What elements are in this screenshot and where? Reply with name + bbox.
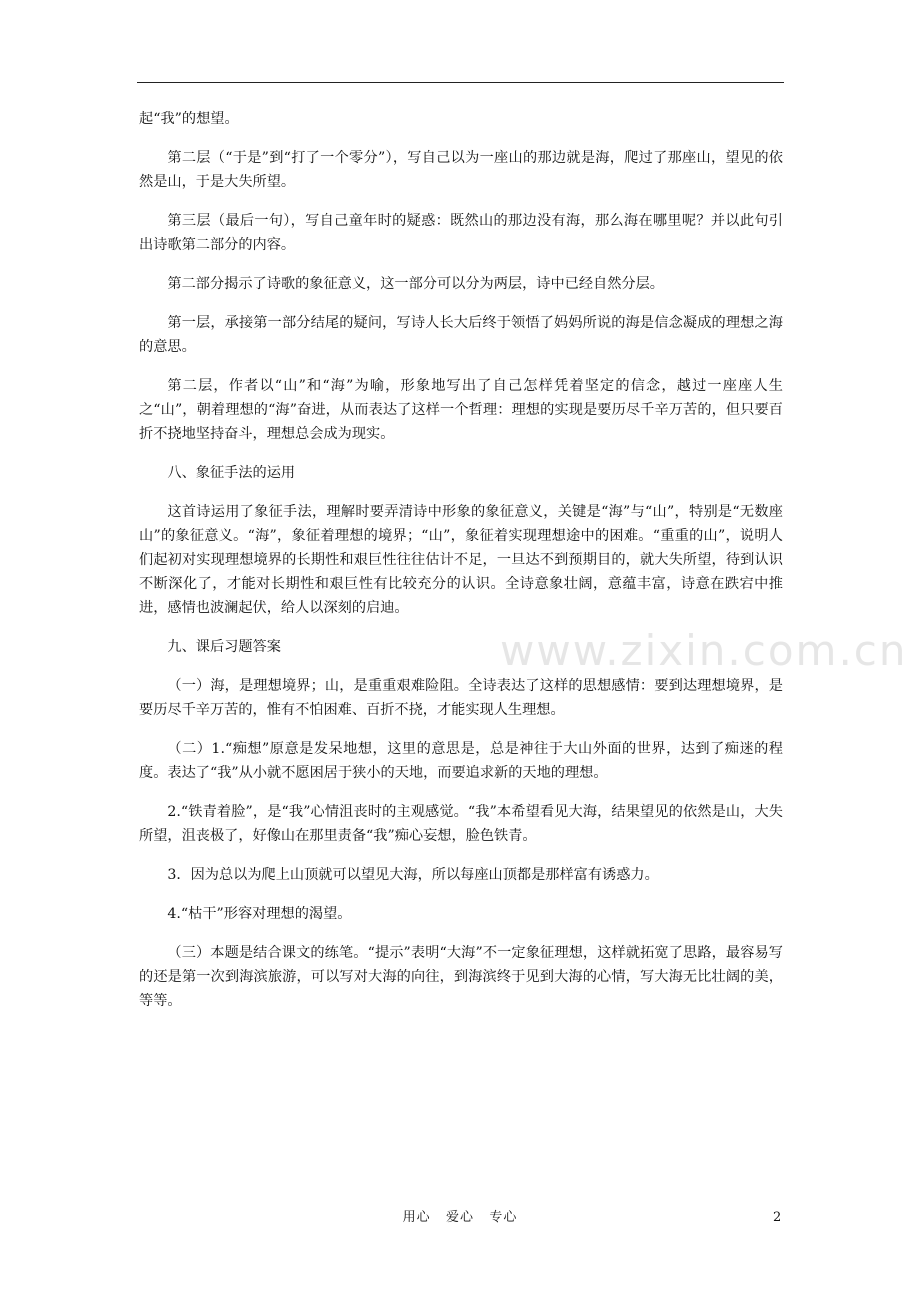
answer-part-two-item-4: 4.“枯干”形容对理想的渴望。 bbox=[167, 906, 352, 922]
footer-motto: 用心 爱心 专心 bbox=[402, 1210, 518, 1225]
section-heading-symbolism: 八、象征手法的运用 bbox=[167, 465, 296, 481]
header-rule bbox=[137, 82, 784, 83]
paragraph-third-layer: 第三层（最后一句），写自己童年时的疑惑：既然山的那边没有海，那么海在哪里呢？并以此句引出诗歌第二部分的内容。 bbox=[139, 213, 783, 253]
section-heading-exercises: 九、课后习题答案 bbox=[167, 639, 281, 655]
answer-part-two-item-2: 2.“铁青着脸”，是“我”心情沮丧时的主观感觉。“我”本希望看见大海，结果望见的依然是山，大失所望，沮丧极了，好像山在那里责备“我”痴心妄想，脸色铁青。 bbox=[139, 804, 783, 844]
answer-part-two-item-3: 3．因为总以为爬上山顶就可以望见大海，所以每座山顶都是那样富有诱惑力。 bbox=[167, 867, 659, 883]
watermark: www.zixin.com.cn bbox=[500, 626, 908, 675]
paragraph-part-two-second-layer: 第二层，作者以“山”和“海”为喻，形象地写出了自己怎样凭着坚定的信念，越过一座座人生之“山”，朝着理想的“海”奋进，从而表达了这样一个哲理：理想的实现是要历尽千辛万苦的，但只要百折不挠地坚持奋斗，理想总会成为现实。 bbox=[139, 378, 783, 442]
paragraph-second-layer: 第二层（“于是”到“打了一个零分”），写自己以为一座山的那边就是海，爬过了那座山，望见的依然是山，于是大失所望。 bbox=[139, 150, 783, 190]
page-footer bbox=[0, 1208, 920, 1228]
answer-part-three: （三）本题是结合课文的练笔。“提示”表明“大海”不一定象征理想，这样就拓宽了思路，最容易写的还是第一次到海滨旅游，可以写对大海的向往，到海滨终于见到大海的心情，写大海无比壮阔的美，等等。 bbox=[139, 945, 783, 1009]
answer-part-two-item-1: （二）1.“痴想”原意是发呆地想，这里的意思是，总是神往于大山外面的世界，达到了痴迷的程度。表达了“我”从小就不愿困居于狭小的天地，而要追求新的天地的理想。 bbox=[139, 741, 783, 781]
paragraph-continuation: 起“我”的想望。 bbox=[139, 111, 239, 127]
document-body bbox=[139, 107, 783, 1028]
paragraph-part-two: 第二部分揭示了诗歌的象征意义，这一部分可以分为两层，诗中已经自然分层。 bbox=[167, 276, 664, 292]
page-number: 2 bbox=[773, 1210, 782, 1225]
paragraph-part-two-first-layer: 第一层，承接第一部分结尾的疑问，写诗人长大后终于领悟了妈妈所说的海是信念凝成的理想之海的意思。 bbox=[139, 315, 783, 355]
answer-part-one: （一）海，是理想境界；山，是重重艰难险阻。全诗表达了这样的思想感情：要到达理想境界，是要历尽千辛万苦的，惟有不怕困难、百折不挠，才能实现人生理想。 bbox=[139, 678, 783, 718]
paragraph-symbolism: 这首诗运用了象征手法，理解时要弄清诗中形象的象征意义，关键是“海”与“山”，特别是“无数座山”的象征意义。“海”，象征着理想的境界；“山”，象征着实现理想途中的困难。“重重的山”，说明人们起初对实现理想境界的长期性和艰巨性往往估计不足，一旦达不到预期目的，就大失所望，待到认识不断深化了，才能对长期性和艰巨性有比较充分的认识。全诗意象壮阔，意蕴丰富，诗意在跌宕中推进，感情也波澜起伏，给人以深刻的启迪。 bbox=[139, 504, 783, 616]
